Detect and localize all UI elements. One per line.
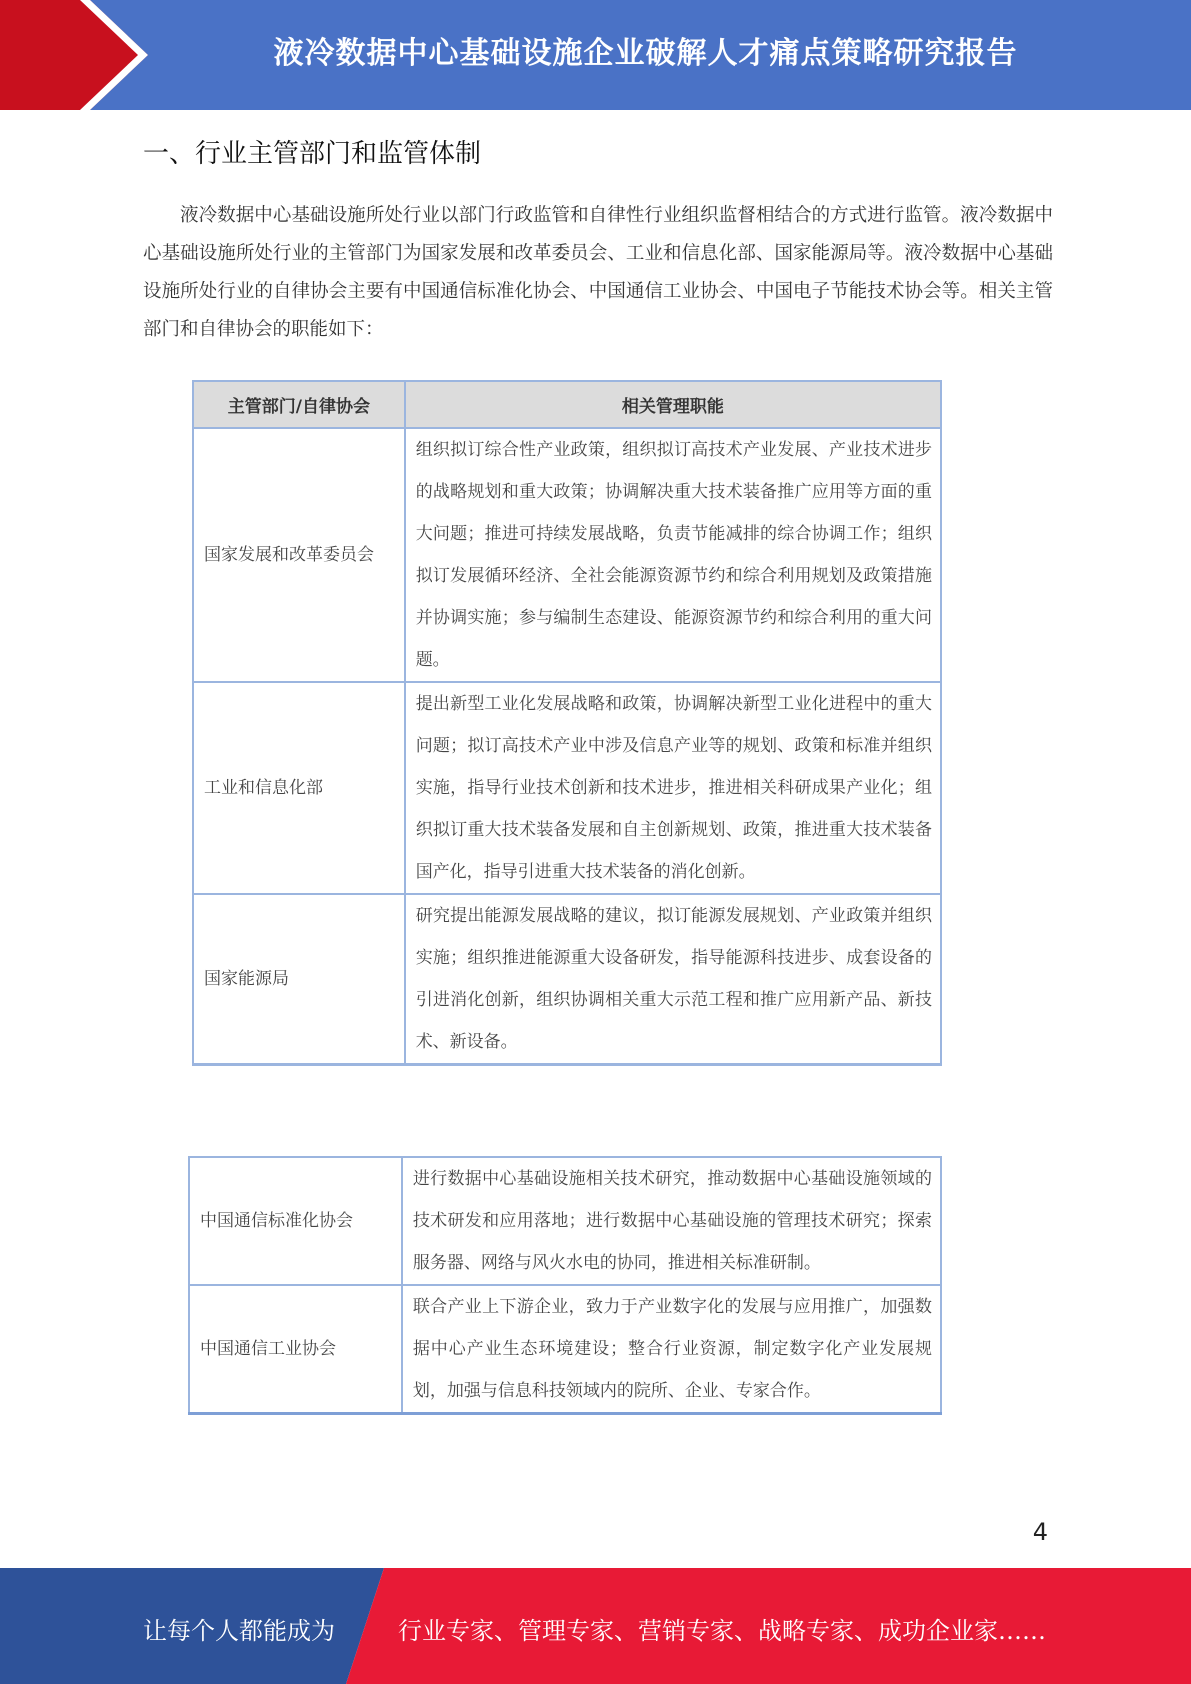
dept-cell: 中国通信标准化协会	[189, 1157, 402, 1285]
section-heading: 一、行业主管部门和监管体制	[143, 139, 482, 169]
column-header-duty: 相关管理职能	[405, 381, 941, 428]
duty-cell: 提出新型工业化发展战略和政策，协调解决新型工业化进程中的重大问题；拟订高技术产业中涉及信息产业等的规划、政策和标准并组织实施，指导行业技术创新和技术进步，推进相关科研成果产业化；组织拟订重大技术装备发展和自主创新规划、政策，推进重大技术装备国产化，指导引进重大技术装备的消化创新。	[405, 682, 941, 894]
footer-banner	[0, 1568, 1191, 1684]
footer-slogan-right: 行业专家、管理专家、营销专家、战略专家、成功企业家……	[398, 1617, 1046, 1645]
duty-cell: 组织拟订综合性产业政策，组织拟订高技术产业发展、产业技术进步的战略规划和重大政策；协调解决重大技术装备推广应用等方面的重大问题；推进可持续发展战略，负责节能减排的综合协调工作；组织拟订发展循环经济、全社会能源资源节约和综合利用规划及政策措施并协调实施；参与编制生态建设、能源资源节约和综合利用的重大问题。	[405, 428, 941, 682]
table-row	[193, 894, 941, 1065]
table-row	[189, 1285, 941, 1414]
table-row	[189, 1157, 941, 1285]
duty-cell: 联合产业上下游企业，致力于产业数字化的发展与应用推广，加强数据中心产业生态环境建设；整合行业资源，制定数字化产业发展规划，加强与信息科技领域内的院所、企业、专家合作。	[402, 1285, 941, 1414]
duty-cell: 进行数据中心基础设施相关技术研究，推动数据中心基础设施领域的技术研发和应用落地；进行数据中心基础设施的管理技术研究；探索服务器、网络与风火水电的协同，推进相关标准研制。	[402, 1157, 941, 1285]
dept-cell: 国家能源局	[193, 894, 405, 1065]
header-banner	[0, 0, 1191, 110]
report-title: 液冷数据中心基础设施企业破解人才痛点策略研究报告	[273, 36, 1018, 71]
dept-cell: 工业和信息化部	[193, 682, 405, 894]
table-row	[193, 428, 941, 682]
intro-paragraph: 液冷数据中心基础设施所处行业以部门行政监管和自律性行业组织监督相结合的方式进行监管。液冷数据中心基础设施所处行业的主管部门为国家发展和改革委员会、工业和信息化部、国家能源局等。液冷数据中心基础设施所处行业的自律协会主要有中国通信标准化协会、中国通信工业协会、中国电子节能技术协会等。相关主管部门和自律协会的职能如下：	[143, 205, 1053, 340]
regulator-table	[192, 380, 942, 1066]
dept-cell: 中国通信工业协会	[189, 1285, 402, 1414]
column-header-dept: 主管部门/自律协会	[193, 381, 405, 428]
duty-cell: 研究提出能源发展战略的建议，拟订能源发展规划、产业政策并组织实施；组织推进能源重大设备研发，指导能源科技进步、成套设备的引进消化创新，组织协调相关重大示范工程和推广应用新产品、新技术、新设备。	[405, 894, 941, 1065]
dept-cell: 国家发展和改革委员会	[193, 428, 405, 682]
table-header-row	[193, 381, 941, 428]
regulator-table-continued	[188, 1156, 942, 1415]
footer-slogan-left: 让每个人都能成为	[143, 1617, 335, 1645]
page-number: 4	[1032, 1518, 1048, 1546]
table-row	[193, 682, 941, 894]
